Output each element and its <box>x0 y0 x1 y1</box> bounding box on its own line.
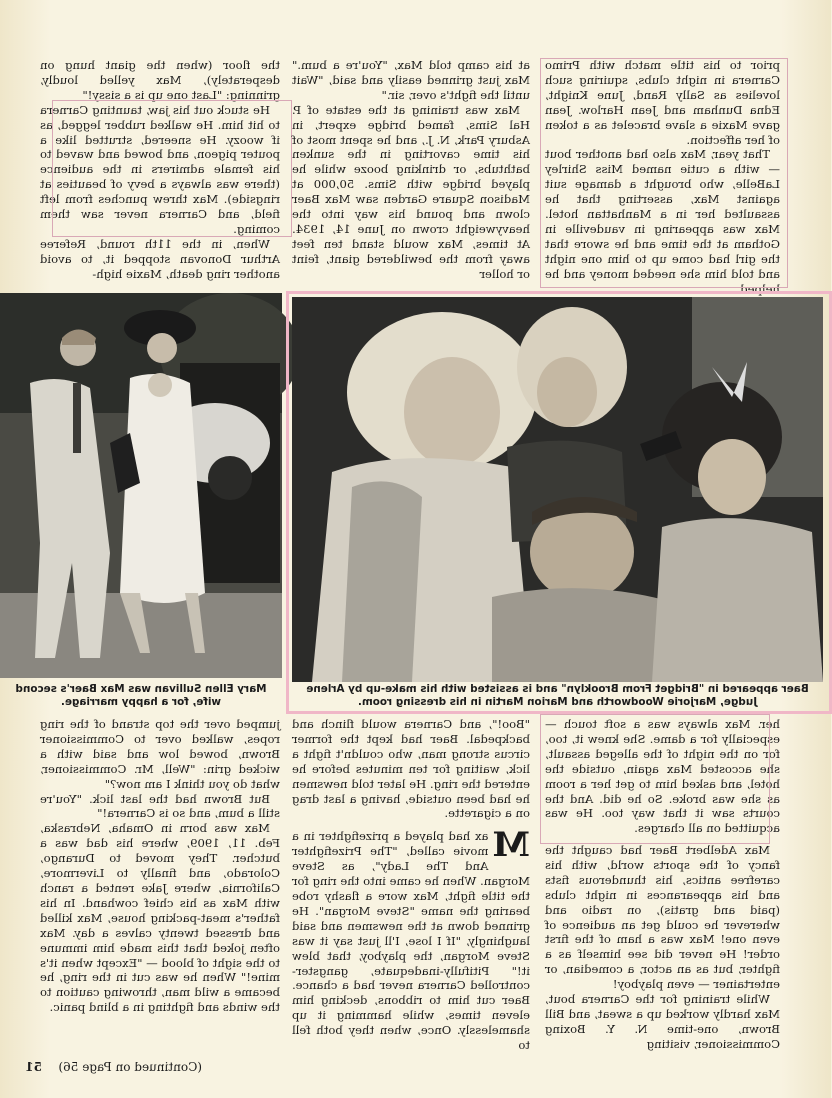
paragraph: Max Adelbert Baer had caught the fancy of the sports world, with his carefree antics, his thunderous fists and his appearances in night clubs (paid and gratis), on radio and wherever he could get an audience of even one! Max was a ham of the first order! He never did see himself as a fighter, but as an actor, a comedian, or entertainer — even playboy! <box>545 843 780 992</box>
paragraph: at his camp told Max, "You're a bum." Max just grinned easily and said, "Wait until the fight's over, sir." <box>292 58 530 102</box>
paragraph: That year, Max also had another bout — with a cutie named Miss Shirley LaBelle, who brought a damage suit against Max, asserting that he assaulted her in a Manhattan hotel. Max was appearing in vaudeville in Gotham at the time and he swore that the girl had come up to him one night and told him she needed money and he helped <box>545 147 780 296</box>
paragraph: prior to his title match with Primo Carnera in night clubs, squiring such lovelies as Sally Rand, June Knight, Edna Dunham and Jean Harlow. Jean gave Maxie a slave bracelet as a token of her affection. <box>545 58 780 147</box>
photo-dressing-room <box>292 297 823 682</box>
bottom-left-column <box>40 717 280 1047</box>
caption-right-photo: Baer appeared in "Bridget From Brooklyn" and is assisted with his make-up by Arlene Judge, Marjorie Woodworth and Marion Martin in his dressing room. <box>306 683 809 708</box>
top-left-pull-box <box>52 100 292 237</box>
page-number: 51 <box>25 1060 42 1074</box>
bottom-right-pull-box <box>540 714 770 844</box>
bottom-middle-column <box>292 717 530 1057</box>
paragraph: He stuck out his jaw, taunting Carnera to hit him. He walked rubber legged, as if woozy. He sneered, strutted like a pouter pigeon, and bowed and waved to his female admirers in the audience (there was always a bevy of beauties at ringside). Max threw punches from left field, and Carnera never saw them coming. <box>40 102 280 236</box>
paragraph: But Brown had the last lick. "You're still a bum, and so is Carnera!" <box>40 791 280 821</box>
paragraph: When, in the 11th round, Referee Arthur Donovan stopped it, to avoid another ring death, Maxie high- <box>40 236 280 281</box>
bottom-right-column <box>545 843 780 1058</box>
paragraph: "Boo!", and Carnera would flinch and backpedal. Baer had kept the former circus strong man, who couldn't fight a lick, waiting for ten minutes before he entered the ring. He later told newsmen he had been outside, having a last drag on a cigarette. <box>292 717 530 821</box>
paragraph: While training for the Carnera bout, Max hardly worked up a sweat, and Bill Brown, one-time N. Y. Boxing Commissioner, visiting <box>545 992 780 1051</box>
photo-couple <box>0 293 282 678</box>
top-middle-column <box>292 58 530 288</box>
paragraph: her. Max always was a soft touch — especially for a dame. She knew it, too, for on the night of the alleged assault, she accosted Max again, outside the hotel, and asked him to get her a room as she was broke. So he did. And the courts saw it that way too. He was acquitted on all charges. <box>545 717 780 836</box>
paragraph-dropcap <box>292 825 530 1053</box>
paragraph: Max was training at the estate of P. Hal Sims, famed bridge expert, in Asbury Park, N. J., and he spent most of his time cavorting in the sunken bathtubs, or drinking booze while he played bridge with Sims. 50,000 at Madison Square Garden saw Max Baer clown and pound his way into the heavyweight crown on June 14, 1934. At times, Max would stand ten feet away from the bewildered giant, feint or holler <box>292 102 530 281</box>
paragraph: jumped over the top strand of the ring ropes, walked over to Commissioner Brown, bowed low and said with a wicked grin: "Well, Mr. Commissioner, what do you think I am now?" <box>40 717 280 791</box>
paragraph: the floor (when the giant hung on desperately), Max yelled loudly, grinning: "Last one up is a sissy!" <box>40 58 280 102</box>
caption-left-photo: Mary Ellen Sullivan was Max Baer's second wife, for a happy marriage. <box>15 683 267 708</box>
continued-note: (Continued on Page 56) <box>58 1060 202 1074</box>
dropcap-text: ax had played a prizefighter in a movie called, "The Prizefighter And The Lady", as Steve Morgan. When he came into the ring for the title fight, Max wore a flashy robe bearing the name "Steve Morgan". He grinned down at the newsmen and said laughingly, "If I lose, I'll just say it was Steve Morgan, the playboy, that blew it!" Pitifully-inadequate, gangster-controlled Carnera never had a chance. Baer cut him to ribbons, decking him eleven times, while hamming it up shamelessly. Once, when they both fell to <box>292 829 530 1053</box>
drop-cap: M <box>492 825 530 866</box>
top-right-pull-box <box>540 58 788 288</box>
paragraph: Max was born in Omaha, Nebraska, Feb. 11, 1909, where his dad was a butcher. They moved to Durango, Colorado, and finally to Livermore, California, where Jake rented a ranch with Max as his chief cowhand. In his father's meat-packing house, Max killed and dressed twenty calves a day. Max often joked that this made him immune to the sight of blood — "Except when it's mine!" When he was cut in the ring, he became a wild man, throwing caution to the winds and fighting in a blind panic. <box>40 821 280 1015</box>
